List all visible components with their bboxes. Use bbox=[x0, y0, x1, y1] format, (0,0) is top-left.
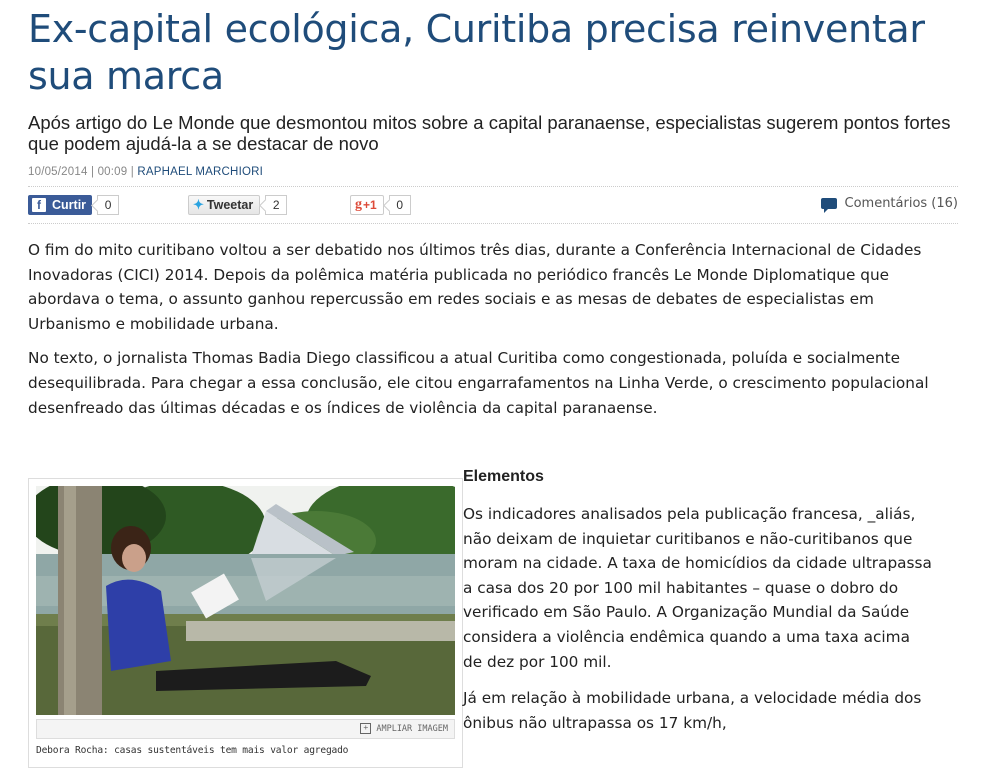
meta-separator: | bbox=[130, 166, 134, 178]
comments-label: Comentários (16) bbox=[844, 196, 958, 211]
body-paragraph-2: No texto, o jornalista Thomas Badia Diego classificou a atual Curitiba como congestionada, poluída e socialmente desequilibrada. Para chegar a essa conclusão, ele citou engarrafamentos na Linha Verde, o crescimento populacional desenfreado das últimas décadas e os índices de violência da capital paranaense. bbox=[28, 349, 929, 417]
gplus-share bbox=[350, 194, 411, 216]
article-figure bbox=[28, 478, 463, 768]
facebook-share bbox=[28, 194, 119, 216]
twitter-count: 2 bbox=[265, 195, 287, 215]
photo-illustration bbox=[36, 486, 455, 715]
enlarge-image-label: AMPLIAR IMAGEM bbox=[376, 724, 448, 734]
meta-separator: | bbox=[90, 166, 95, 178]
share-bar bbox=[28, 186, 958, 224]
facebook-like-label: Curtir bbox=[52, 198, 87, 212]
enlarge-image-button[interactable] bbox=[36, 719, 455, 739]
gplus-icon: g bbox=[355, 197, 362, 212]
article-date: 10/05/2014 bbox=[28, 166, 88, 178]
photo-caption: Debora Rocha: casas sustentáveis tem mais valor agregado bbox=[36, 745, 349, 756]
article-side-column bbox=[463, 462, 933, 735]
plus-icon: + bbox=[360, 723, 371, 734]
facebook-icon: f bbox=[32, 198, 46, 212]
gplus-button[interactable] bbox=[350, 195, 384, 215]
article-author[interactable]: RAPHAEL MARCHIORI bbox=[137, 166, 264, 178]
facebook-like-button[interactable] bbox=[28, 195, 92, 215]
article-title: Ex-capital ecológica, Curitiba precisa reinventar sua marca bbox=[28, 7, 925, 98]
article-subtitle: Após artigo do Le Monde que desmontou mitos sobre a capital paranaense, especialistas sugerem pontos fortes que podem ajudá-la a se destacar de novo bbox=[28, 112, 951, 154]
tweet-label: Tweetar bbox=[206, 198, 254, 212]
body-paragraph-3: Os indicadores analisados pela publicação francesa, _aliás, não deixam de inquietar curitibanos e não-curitibanos que moram na cidade. A taxa de homicídios da cidade ultrapassa a casa dos 20 por 100 mil habitantes – quase o dobro do verificado em São Paulo. A Organização Mundial da Saúde considera a violência endêmica quando a uma taxa acima de dez por 100 mil. bbox=[463, 505, 932, 671]
gplus-count: 0 bbox=[389, 195, 411, 215]
body-paragraph-4: Já em relação à mobilidade urbana, a velocidade média dos ônibus não ultrapassa os 17 km/h, bbox=[463, 689, 922, 732]
section-heading: Elementos bbox=[463, 468, 544, 485]
comment-bubble-icon bbox=[821, 198, 837, 209]
twitter-share bbox=[188, 194, 287, 216]
article-photo[interactable] bbox=[36, 486, 455, 715]
comments-link[interactable] bbox=[821, 196, 959, 211]
facebook-count: 0 bbox=[97, 195, 119, 215]
gplus-label: +1 bbox=[363, 198, 377, 212]
body-paragraph-1: O fim do mito curitibano voltou a ser debatido nos últimos três dias, durante a Conferência Internacional de Cidades Inovadoras (CICI) 2014. Depois da polêmica matéria publicada no periódico francês Le Monde Diplomatique que abordava o tema, o assunto ganhou repercussão em redes sociais e as mesas de debates de especialistas em Urbanismo e mobilidade urbana. bbox=[28, 241, 922, 333]
tweet-button[interactable] bbox=[188, 195, 260, 215]
twitter-bird-icon: ✦ bbox=[193, 197, 204, 212]
article-time: 00:09 bbox=[97, 166, 128, 178]
article-meta bbox=[28, 166, 958, 178]
